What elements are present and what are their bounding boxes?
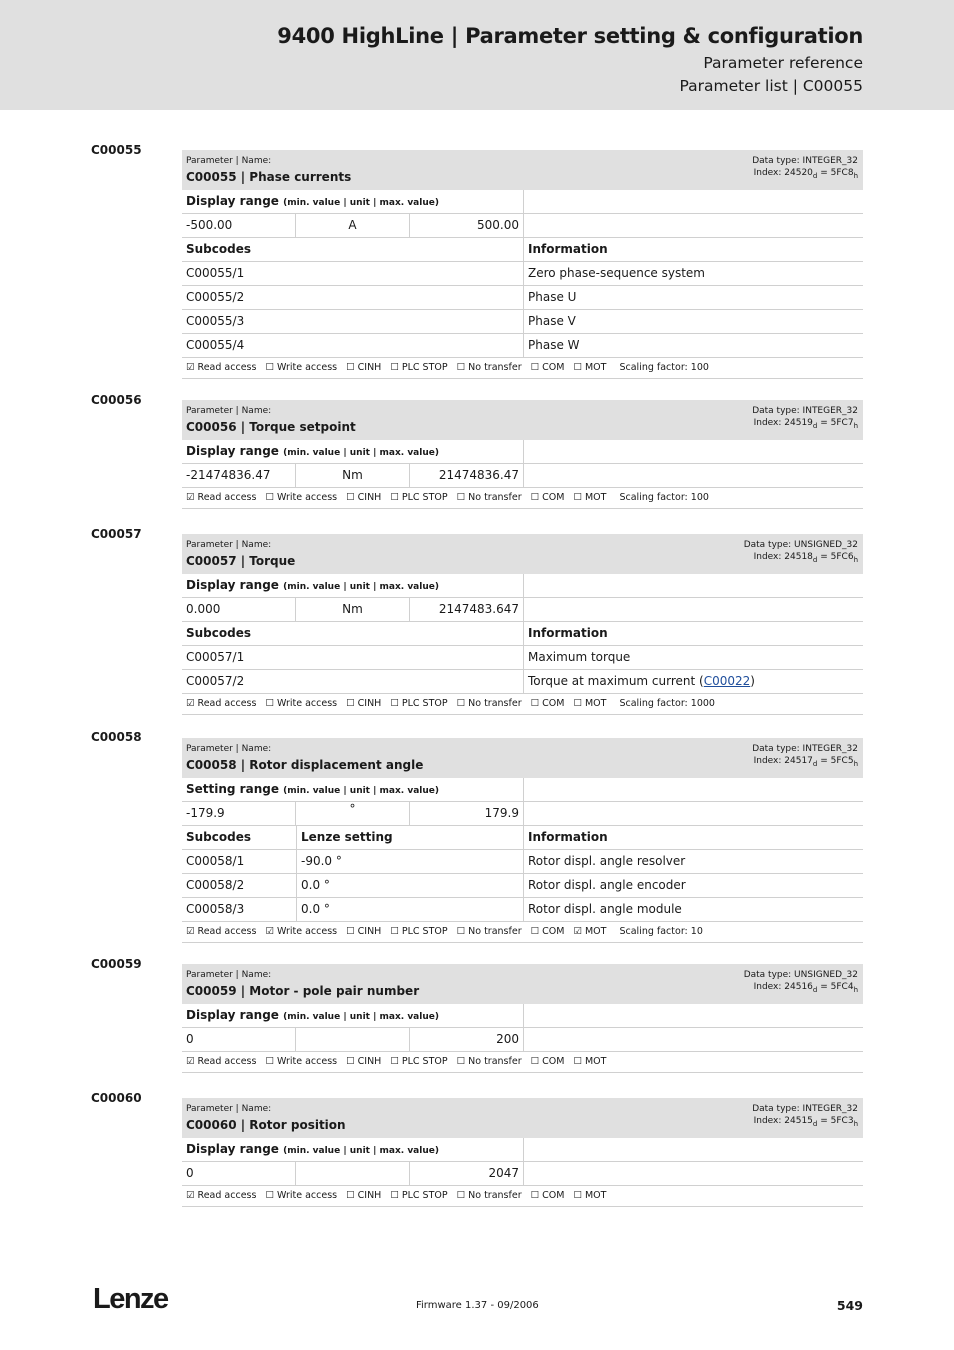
subcode-info: Rotor displ. angle module bbox=[523, 898, 863, 921]
range-values-row bbox=[182, 598, 863, 622]
data-type: Data type: INTEGER_32 bbox=[752, 744, 858, 754]
mot-flag: ☐ MOT bbox=[573, 698, 607, 709]
unit: Nm bbox=[296, 598, 410, 621]
subcode: C00058/3 bbox=[186, 902, 245, 916]
table-row bbox=[182, 262, 863, 286]
parameter-table bbox=[182, 400, 863, 509]
page-header bbox=[0, 0, 954, 110]
parameter-header bbox=[182, 738, 863, 778]
access-flags bbox=[182, 358, 863, 379]
param-name-caption: Parameter | Name: bbox=[186, 970, 272, 980]
write-access-flag: ☐ Write access bbox=[265, 492, 338, 503]
parameter-header bbox=[182, 400, 863, 440]
mot-flag: ☐ MOT bbox=[573, 1056, 607, 1067]
section-label: C00059 bbox=[91, 957, 142, 971]
page-number: 549 bbox=[836, 1298, 863, 1313]
param-name-caption: Parameter | Name: bbox=[186, 156, 272, 166]
subcode: C00057/1 bbox=[186, 650, 245, 664]
param-title: C00060 | Rotor position bbox=[186, 1118, 346, 1132]
plc-stop-flag: ☐ PLC STOP bbox=[390, 1190, 448, 1201]
table-row bbox=[182, 286, 863, 310]
unit: Nm bbox=[296, 464, 410, 487]
section-label: C00056 bbox=[91, 393, 142, 407]
mot-flag: ☐ MOT bbox=[573, 1190, 607, 1201]
parameter-header bbox=[182, 150, 863, 190]
read-access-flag: ☑ Read access bbox=[186, 1056, 257, 1067]
mot-flag: ☐ MOT bbox=[573, 492, 607, 503]
lenze-setting: 0.0 ° bbox=[296, 898, 523, 921]
lenze-logo bbox=[93, 1283, 173, 1317]
c00022-link[interactable]: C00022 bbox=[703, 674, 751, 688]
max-value: 2047 bbox=[488, 1166, 519, 1180]
subcode-info: Phase V bbox=[523, 310, 863, 333]
param-title: C00056 | Torque setpoint bbox=[186, 420, 356, 434]
max-value: 500.00 bbox=[477, 218, 519, 232]
table-row bbox=[182, 670, 863, 694]
no-transfer-flag: ☐ No transfer bbox=[456, 362, 522, 373]
read-access-flag: ☑ Read access bbox=[186, 698, 257, 709]
unit bbox=[296, 1028, 410, 1051]
range-caption-row bbox=[182, 190, 863, 214]
section-title: Parameter list | C00055 bbox=[679, 77, 863, 95]
min-value: -21474836.47 bbox=[182, 464, 296, 487]
range-caption: Display range (min. value | unit | max. value) bbox=[186, 444, 439, 458]
parameter-header bbox=[182, 534, 863, 574]
plc-stop-flag: ☐ PLC STOP bbox=[390, 698, 448, 709]
com-flag: ☐ COM bbox=[530, 362, 565, 373]
parameter-table bbox=[182, 534, 863, 715]
access-flags bbox=[182, 694, 863, 715]
com-flag: ☐ COM bbox=[530, 1190, 565, 1201]
cinh-flag: ☐ CINH bbox=[346, 1190, 382, 1201]
access-flags bbox=[182, 1186, 863, 1207]
max-value: 200 bbox=[496, 1032, 519, 1046]
com-flag: ☐ COM bbox=[530, 492, 565, 503]
table-row bbox=[182, 310, 863, 334]
plc-stop-flag: ☐ PLC STOP bbox=[390, 492, 448, 503]
range-caption: Display range (min. value | unit | max. value) bbox=[186, 1008, 439, 1022]
access-flags bbox=[182, 1052, 863, 1073]
com-flag: ☐ COM bbox=[530, 926, 565, 937]
subcodes-header: Subcodes Information bbox=[182, 238, 863, 262]
param-name-caption: Parameter | Name: bbox=[186, 744, 272, 754]
parameter-header bbox=[182, 1098, 863, 1138]
param-title: C00055 | Phase currents bbox=[186, 170, 352, 184]
parameter-table bbox=[182, 964, 863, 1073]
min-value: 0 bbox=[182, 1028, 296, 1051]
range-caption-row bbox=[182, 1138, 863, 1162]
subcode: C00055/2 bbox=[186, 290, 245, 304]
section-label: C00057 bbox=[91, 527, 142, 541]
data-type: Data type: INTEGER_32 bbox=[752, 406, 858, 416]
scaling-factor: Scaling factor: 10 bbox=[619, 926, 703, 937]
range-caption-row bbox=[182, 778, 863, 802]
data-type: Data type: INTEGER_32 bbox=[752, 156, 858, 166]
range-caption: Display range (min. value | unit | max. value) bbox=[186, 194, 439, 208]
write-access-flag: ☐ Write access bbox=[265, 1056, 338, 1067]
plc-stop-flag: ☐ PLC STOP bbox=[390, 926, 448, 937]
section-label: C00060 bbox=[91, 1091, 142, 1105]
param-index: Index: $24515_d = 5FC3_h$ bbox=[753, 1116, 858, 1128]
subcode: C00058/1 bbox=[186, 854, 245, 868]
mot-flag: ☐ MOT bbox=[573, 362, 607, 373]
subcodes-header: Subcodes Lenze setting Information bbox=[182, 826, 863, 850]
param-index: Index: $24517_d = 5FC5_h$ bbox=[753, 756, 858, 768]
no-transfer-flag: ☐ No transfer bbox=[456, 926, 522, 937]
subcode-info: Maximum torque bbox=[523, 646, 863, 669]
range-caption: Display range (min. value | unit | max. value) bbox=[186, 578, 439, 592]
section-label: C00055 bbox=[91, 143, 142, 157]
no-transfer-flag: ☐ No transfer bbox=[456, 1190, 522, 1201]
write-access-flag: ☐ Write access bbox=[265, 1190, 338, 1201]
lenze-setting: 0.0 ° bbox=[296, 874, 523, 897]
range-caption-row bbox=[182, 574, 863, 598]
no-transfer-flag: ☐ No transfer bbox=[456, 492, 522, 503]
min-value: 0 bbox=[182, 1162, 296, 1185]
subcode-info: Rotor displ. angle encoder bbox=[523, 874, 863, 897]
firmware-version: Firmware 1.37 - 09/2006 bbox=[416, 1300, 539, 1311]
param-title: C00057 | Torque bbox=[186, 554, 296, 568]
parameter-table bbox=[182, 1098, 863, 1207]
plc-stop-flag: ☐ PLC STOP bbox=[390, 362, 448, 373]
min-value: 0.000 bbox=[182, 598, 296, 621]
subcode: C00058/2 bbox=[186, 878, 245, 892]
scaling-factor: Scaling factor: 100 bbox=[619, 492, 709, 503]
min-value: -179.9 bbox=[182, 802, 296, 825]
range-values-row bbox=[182, 214, 863, 238]
write-access-flag: ☐ Write access bbox=[265, 698, 338, 709]
com-flag: ☐ COM bbox=[530, 1056, 565, 1067]
table-row bbox=[182, 334, 863, 358]
range-values-row bbox=[182, 1162, 863, 1186]
param-name-caption: Parameter | Name: bbox=[186, 406, 272, 416]
data-type: Data type: UNSIGNED_32 bbox=[743, 540, 858, 550]
range-caption-row bbox=[182, 440, 863, 464]
com-flag: ☐ COM bbox=[530, 698, 565, 709]
range-caption: Setting range (min. value | unit | max. value) bbox=[186, 782, 439, 796]
param-index: Index: $24520_d = 5FC8_h$ bbox=[753, 168, 858, 180]
scaling-factor: Scaling factor: 1000 bbox=[619, 698, 715, 709]
subcode: C00055/4 bbox=[186, 338, 245, 352]
unit: A bbox=[296, 214, 410, 237]
write-access-flag: ☐ Write access bbox=[265, 362, 338, 373]
range-values-row bbox=[182, 464, 863, 488]
access-flags bbox=[182, 922, 863, 943]
subcode-info: Phase W bbox=[523, 334, 863, 357]
range-values-row bbox=[182, 1028, 863, 1052]
param-name-caption: Parameter | Name: bbox=[186, 1104, 272, 1114]
read-access-flag: ☑ Read access bbox=[186, 492, 257, 503]
chapter-title: Parameter reference bbox=[703, 54, 863, 72]
param-name-caption: Parameter | Name: bbox=[186, 540, 272, 550]
no-transfer-flag: ☐ No transfer bbox=[456, 698, 522, 709]
table-row bbox=[182, 646, 863, 670]
unit: ° bbox=[296, 802, 410, 825]
cinh-flag: ☐ CINH bbox=[346, 492, 382, 503]
max-value: 179.9 bbox=[484, 806, 519, 820]
parameter-table bbox=[182, 150, 863, 379]
cinh-flag: ☐ CINH bbox=[346, 698, 382, 709]
data-type: Data type: UNSIGNED_32 bbox=[743, 970, 858, 980]
data-type: Data type: INTEGER_32 bbox=[752, 1104, 858, 1114]
subcode-info: Phase U bbox=[523, 286, 863, 309]
access-flags bbox=[182, 488, 863, 509]
cinh-flag: ☐ CINH bbox=[346, 1056, 382, 1067]
parameter-table bbox=[182, 738, 863, 943]
table-row bbox=[182, 898, 863, 922]
param-index: Index: $24518_d = 5FC6_h$ bbox=[753, 552, 858, 564]
no-transfer-flag: ☐ No transfer bbox=[456, 1056, 522, 1067]
table-row bbox=[182, 850, 863, 874]
subcodes-header: Subcodes Information bbox=[182, 622, 863, 646]
mot-flag: ☑ MOT bbox=[573, 926, 607, 937]
lenze-setting: -90.0 ° bbox=[296, 850, 523, 873]
document-title: 9400 HighLine | Parameter setting & configuration bbox=[277, 24, 863, 48]
max-value: 21474836.47 bbox=[438, 468, 519, 482]
parameter-header bbox=[182, 964, 863, 1004]
param-title: C00058 | Rotor displacement angle bbox=[186, 758, 424, 772]
range-values-row bbox=[182, 802, 863, 826]
min-value: -500.00 bbox=[182, 214, 296, 237]
plc-stop-flag: ☐ PLC STOP bbox=[390, 1056, 448, 1067]
param-index: Index: $24516_d = 5FC4_h$ bbox=[753, 982, 858, 994]
write-access-flag: ☑ Write access bbox=[265, 926, 338, 937]
read-access-flag: ☑ Read access bbox=[186, 1190, 257, 1201]
subcode: C00055/3 bbox=[186, 314, 245, 328]
max-value: 2147483.647 bbox=[438, 602, 519, 616]
cinh-flag: ☐ CINH bbox=[346, 926, 382, 937]
cinh-flag: ☐ CINH bbox=[346, 362, 382, 373]
subcode: C00057/2 bbox=[186, 674, 245, 688]
range-caption: Display range (min. value | unit | max. value) bbox=[186, 1142, 439, 1156]
subcode-info: Torque at maximum current (C00022) bbox=[523, 670, 863, 693]
param-index: Index: $24519_d = 5FC7_h$ bbox=[753, 418, 858, 430]
subcode-info: Zero phase-sequence system bbox=[523, 262, 863, 285]
svg-text:Lenze: Lenze bbox=[93, 1283, 168, 1313]
read-access-flag: ☑ Read access bbox=[186, 362, 257, 373]
scaling-factor: Scaling factor: 100 bbox=[619, 362, 709, 373]
subcode-info: Rotor displ. angle resolver bbox=[523, 850, 863, 873]
table-row bbox=[182, 874, 863, 898]
unit bbox=[296, 1162, 410, 1185]
subcode: C00055/1 bbox=[186, 266, 245, 280]
read-access-flag: ☑ Read access bbox=[186, 926, 257, 937]
param-title: C00059 | Motor - pole pair number bbox=[186, 984, 420, 998]
range-caption-row bbox=[182, 1004, 863, 1028]
section-label: C00058 bbox=[91, 730, 142, 744]
